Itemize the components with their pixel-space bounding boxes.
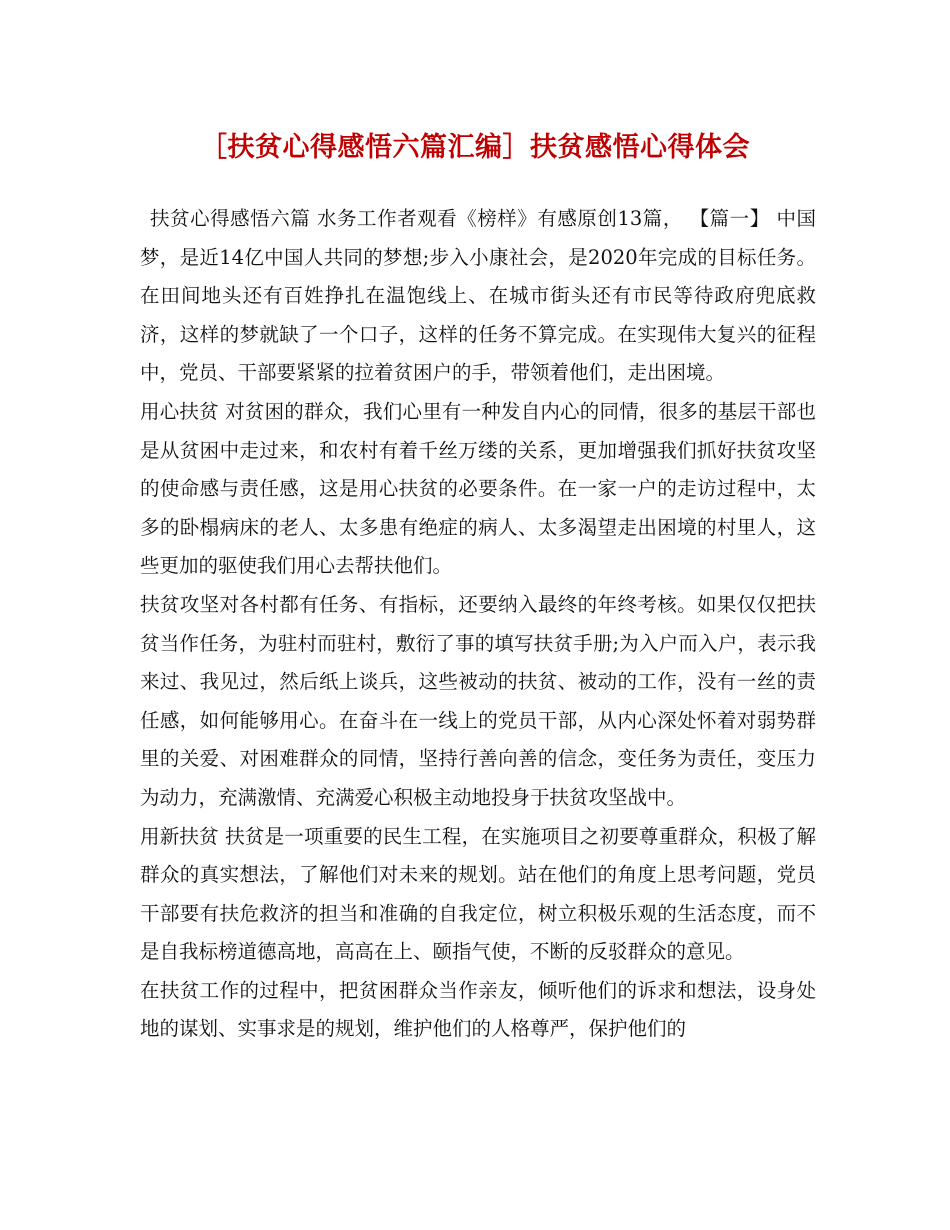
document-body (140, 200, 816, 1049)
paragraph-2: 用心扶贫 对贫困的群众，我们心里有一种发自内心的同情，很多的基层干部也是从贫困中走过来，和农村有着千丝万缕的关系，更加增强我们抓好扶贫攻坚的使命感与责任感，这是用心扶贫的必要条件。在一家一户的走访过程中，太多的卧榻病床的老人、太多患有绝症的病人、太多渴望走出困境的村里人，这些更加的驱使我们用心去帮扶他们。 (140, 399, 816, 578)
paragraph-4: 用新扶贫 扶贫是一项重要的民生工程，在实施项目之初要尊重群众，积极了解群众的真实想法，了解他们对未来的规划。站在他们的角度上思考问题，党员干部要有扶危救济的担当和准确的自我定位，树立积极乐观的生活态度，而不是自我标榜道德高地，高高在上、颐指气使，不断的反驳群众的意见。 (140, 824, 816, 964)
paragraph-3: 扶贫攻坚对各村都有任务、有指标，还要纳入最终的年终考核。如果仅仅把扶贫当作任务，为驻村而驻村，敷衍了事的填写扶贫手册;为入户而入户，表示我来过、我见过，然后纸上谈兵，这些被动的扶贫、被动的工作，没有一丝的责任感，如何能够用心。在奋斗在一线上的党员干部，从内心深处怀着对弱势群里的关爱、对困难群众的同情，坚持行善向善的信念，变任务为责任，变压力为动力，充满激情、充满爱心积极主动地投身于扶贫攻坚战中。 (140, 592, 816, 809)
paragraph-1: 扶贫心得感悟六篇 水务工作者观看《榜样》有感原创13篇， 【篇一】 中国梦，是近14亿中国人共同的梦想;步入小康社会，是2020年完成的目标任务。在田间地头还有百姓挣扎在温饱线上、在城市街头还有市民等待政府兜底救济，这样的梦就缺了一个口子，这样的任务不算完成。在实现伟大复兴的征程中，党员、干部要紧紧的拉着贫困户的手，带领着他们，走出困境。 (140, 207, 816, 385)
document-title: ［扶贫心得感悟六篇汇编］扶贫感悟心得体会 (200, 132, 750, 163)
paragraph-5: 在扶贫工作的过程中，把贫困群众当作亲友，倾听他们的诉求和想法，设身处地的谋划、实事求是的规划，维护他们的人格尊严，保护他们的 (140, 978, 816, 1041)
